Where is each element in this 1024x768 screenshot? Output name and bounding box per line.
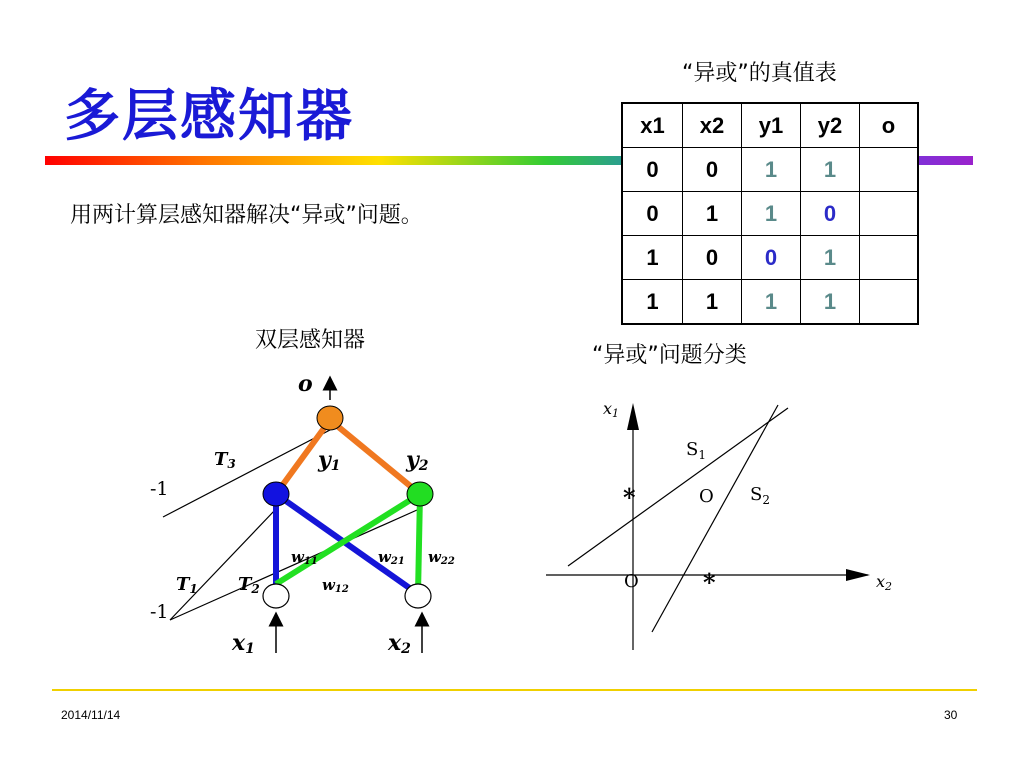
cell-y1: 1: [742, 192, 801, 236]
hidden-node-y1: [263, 482, 289, 506]
threshold-label-t3: T3: [214, 449, 236, 471]
weight-label-w21: w21: [378, 548, 405, 567]
column-header-o: o: [860, 103, 919, 148]
bias-line-output: [163, 430, 330, 517]
network-caption: 双层感知器: [255, 328, 366, 353]
input-node-x2: [405, 584, 431, 608]
output-node: [317, 406, 343, 430]
threshold-label-t2: T2: [238, 574, 260, 596]
class-star-point-a: *: [623, 483, 636, 512]
cell-x2: 0: [683, 236, 742, 280]
line-label-s1: $S_1$: [686, 439, 706, 462]
line-label-s2: $S_2$: [750, 484, 770, 507]
footer-date: 2014/11/14: [61, 708, 121, 722]
edge-y2-x2: [418, 494, 420, 594]
x2-axis-arrow: [846, 569, 870, 581]
input-label-x1: x1: [232, 630, 255, 657]
bias-label-bottom: -1: [150, 601, 169, 623]
cell-y1: 0: [742, 236, 801, 280]
column-header-x2: x2: [683, 103, 742, 148]
cell-y2: 1: [801, 148, 860, 192]
xor-plot: [546, 399, 892, 650]
class-star-point-c: *: [703, 568, 716, 597]
bias-line-y1: [170, 510, 275, 620]
cell-x2: 1: [683, 280, 742, 325]
cell-y1: 1: [742, 280, 801, 325]
footer-rule: [52, 689, 977, 691]
xor-plot-caption: “异或”问题分类: [592, 343, 747, 368]
cell-x2: 0: [683, 148, 742, 192]
page-number: 30: [944, 708, 958, 722]
cell-x1: 1: [622, 236, 683, 280]
x1-axis-label: x1: [603, 399, 620, 420]
cell-x1: 0: [622, 148, 683, 192]
page-title: 多层感知器: [64, 83, 354, 149]
input-node-x1: [263, 584, 289, 608]
cell-y2: 1: [801, 280, 860, 325]
cell-x1: 0: [622, 192, 683, 236]
column-header-x1: x1: [622, 103, 683, 148]
column-header-y1: y1: [742, 103, 801, 148]
x1-axis-arrow: [627, 403, 639, 430]
weight-label-w11: w11: [291, 548, 318, 567]
bias-label-top: -1: [150, 478, 169, 500]
weight-label-w12: w12: [322, 576, 349, 595]
intro-text: 用两计算层感知器解决“异或”问题。: [70, 203, 423, 228]
cell-y2: 1: [801, 236, 860, 280]
weight-label-w22: w22: [428, 548, 455, 567]
hidden-label-y2: y2: [406, 447, 429, 474]
cell-y2: 0: [801, 192, 860, 236]
origin-label: O: [624, 571, 639, 592]
network-diagram: [150, 371, 455, 657]
cell-x2: 1: [683, 192, 742, 236]
cell-x1: 1: [622, 280, 683, 325]
threshold-label-t1: T1: [176, 574, 198, 596]
column-header-y2: y2: [801, 103, 860, 148]
separator-line-s2: [652, 405, 778, 632]
output-label: o: [298, 371, 313, 397]
input-label-x2: x2: [388, 630, 411, 657]
hidden-node-y2: [407, 482, 433, 506]
truth-table-caption: “异或”的真值表: [682, 61, 837, 86]
cell-y1: 1: [742, 148, 801, 192]
hidden-label-y1: y1: [318, 447, 341, 474]
x2-axis-label: x2: [876, 572, 893, 593]
class-o-point-b: O: [699, 486, 714, 507]
